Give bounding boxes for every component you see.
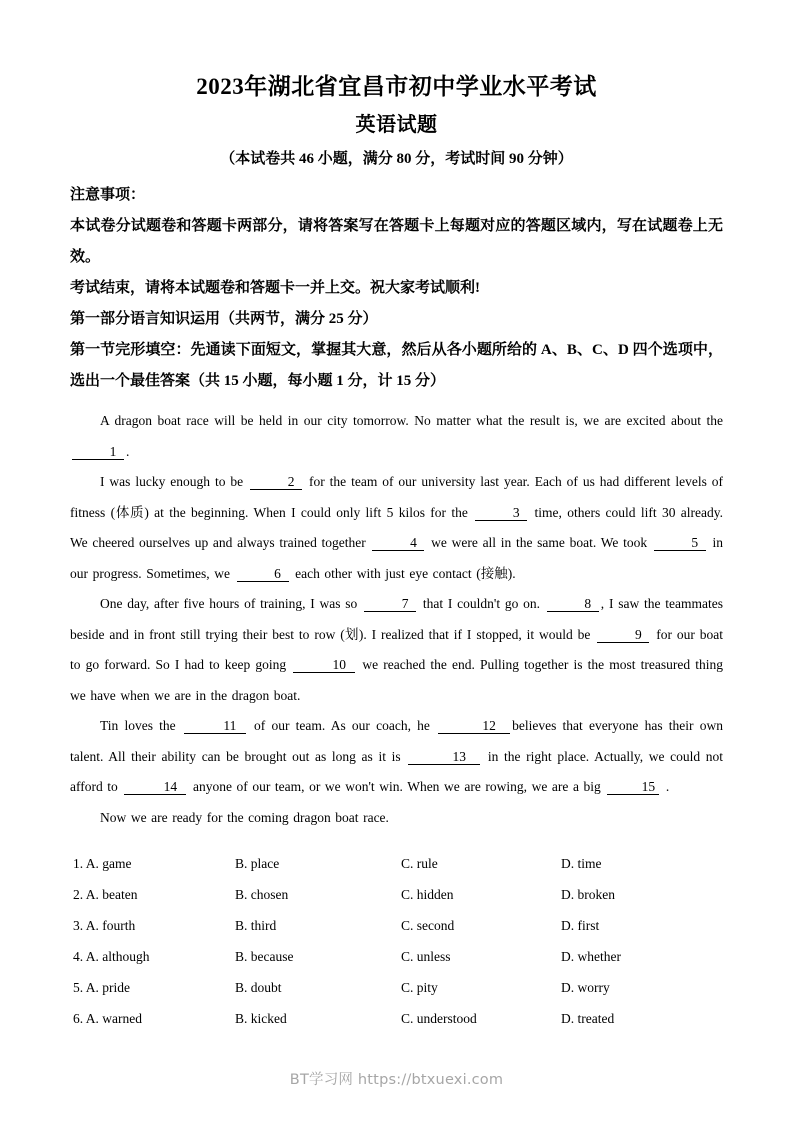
option-row (70, 941, 723, 972)
answer-options-list (70, 848, 723, 1034)
document-body (70, 180, 723, 1034)
option-choice-d[interactable]: D. broken (561, 887, 615, 902)
option-row (70, 972, 723, 1003)
passage-text: that I couldn't go on. (418, 596, 545, 611)
option-choice-b[interactable]: B. third (235, 918, 277, 933)
option-choice-d[interactable]: D. whether (561, 949, 621, 964)
blank-15[interactable]: 15 (607, 780, 659, 795)
blank-10[interactable]: 10 (293, 658, 355, 673)
option-choice-c[interactable]: C. hidden (401, 887, 454, 902)
option-row (70, 910, 723, 941)
blank-11[interactable]: 11 (184, 719, 246, 734)
page-subtitle: 英语试题 (355, 114, 438, 136)
option-choice-d[interactable]: D. treated (561, 1011, 615, 1026)
blank-8[interactable]: 8 (547, 597, 599, 612)
passage-paragraph-1 (70, 406, 723, 467)
passage-text: . (661, 779, 670, 794)
passage-text: Now we are ready for the coming dragon boat race. (100, 809, 389, 825)
passage-text: One day, after five hours of training, I was so (100, 596, 363, 611)
option-choice-b[interactable]: B. doubt (235, 980, 282, 995)
option-choice-c[interactable]: C. unless (401, 949, 451, 964)
passage-text: , I saw the teammates beside and in front still trying their best to row (划). I realized that if I stopped, it would be (70, 596, 723, 642)
blank-14[interactable]: 14 (124, 780, 186, 795)
passage-text: for our boat to go forward. So I had to keep going (70, 626, 723, 672)
option-choice-d[interactable]: D. first (561, 918, 600, 933)
option-choice-a[interactable]: 6. A. warned (73, 1011, 142, 1026)
option-choice-b[interactable]: B. kicked (235, 1011, 287, 1026)
passage-text: . (126, 443, 130, 459)
blank-13[interactable]: 13 (408, 750, 480, 765)
passage-text: I was lucky enough to be (100, 474, 249, 489)
passage-text: of our team. As our coach, he (247, 718, 437, 733)
blank-2[interactable]: 2 (250, 475, 302, 490)
passage-text: A dragon boat race will be held in our city tomorrow. No matter what the result is, we are excited about the (100, 413, 723, 428)
notice-line-2: 考试结束，请将本试题卷和答题卡一并上交。祝大家考试顺利! (70, 280, 480, 296)
option-choice-c[interactable]: C. second (401, 918, 455, 933)
passage-text: believes that everyone has their own talent. All their ability can be brought out as long as it is (70, 718, 723, 764)
passage-paragraph-2 (70, 467, 723, 589)
passage-text: time, others could lift 30 already. We cheered ourselves up and always trained together (70, 504, 724, 550)
blank-1[interactable]: 1 (72, 445, 124, 460)
passage-paragraph-5 (70, 803, 723, 834)
blank-9[interactable]: 9 (597, 628, 649, 643)
passage-text: for the team of our university last year. Each of us had different levels of fitness (体质) at the beginning. When I could only lift 5 kilos for the (70, 474, 724, 520)
section-one-heading: 第一节完形填空：先通读下面短文，掌握其大意，然后从各小题所给的 A、B、C、D 四个选项中，选出一个最佳答案（共 15 小题，每小题 1 分，计 15 分） (70, 342, 723, 389)
footer-watermark: BT学习网 https://btxuexi.com (289, 1072, 504, 1088)
cloze-passage (70, 406, 723, 833)
option-choice-d[interactable]: D. worry (561, 980, 610, 995)
option-choice-a[interactable]: 3. A. fourth (73, 918, 136, 933)
exam-meta-line: （本试卷共 46 小题，满分 80 分，考试时间 90 分钟） (220, 151, 573, 167)
passage-text: Tin loves the (100, 718, 182, 733)
option-choice-a[interactable]: 1. A. game (73, 856, 132, 871)
part-one-heading: 第一部分语言知识运用（共两节，满分 25 分） (70, 311, 378, 327)
blank-5[interactable]: 5 (654, 536, 706, 551)
option-choice-c[interactable]: C. pity (401, 980, 438, 995)
blank-6[interactable]: 6 (237, 567, 289, 582)
passage-text: anyone of our team, or we won't win. When we are rowing, we are a big (188, 779, 606, 794)
option-row (70, 848, 723, 879)
option-choice-c[interactable]: C. rule (401, 856, 438, 871)
option-choice-a[interactable]: 5. A. pride (73, 980, 130, 995)
option-choice-b[interactable]: B. place (235, 856, 280, 871)
blank-3[interactable]: 3 (475, 506, 527, 521)
option-row (70, 1003, 723, 1034)
notice-line-1: 本试卷分试题卷和答题卡两部分，请将答案写在答题卡上每题对应的答题区域内，写在试题卷上无效。 (70, 218, 723, 265)
passage-paragraph-4 (70, 711, 723, 803)
passage-paragraph-3 (70, 589, 723, 711)
option-choice-b[interactable]: B. because (235, 949, 294, 964)
passage-text: we were all in the same boat. We took (426, 535, 652, 550)
option-choice-b[interactable]: B. chosen (235, 887, 289, 902)
blank-4[interactable]: 4 (372, 536, 424, 551)
notice-heading: 注意事项： (70, 187, 146, 203)
option-choice-c[interactable]: C. understood (401, 1011, 477, 1026)
option-choice-a[interactable]: 2. A. beaten (73, 887, 138, 902)
option-row (70, 879, 723, 910)
passage-text: we reached the end. Pulling together is the most treasured thing we have when we are in the dragon boat. (70, 657, 724, 703)
blank-12[interactable]: 12 (438, 719, 510, 734)
blank-7[interactable]: 7 (364, 597, 416, 612)
passage-text: in the right place. Actually, we could not afford to (70, 748, 723, 794)
option-choice-d[interactable]: D. time (561, 856, 602, 871)
passage-text: each other with just eye contact (接触). (290, 565, 516, 581)
passage-text: in our progress. Sometimes, we (70, 535, 723, 581)
option-choice-a[interactable]: 4. A. although (73, 949, 150, 964)
page-title: 2023年湖北省宜昌市初中学业水平考试 (196, 74, 597, 99)
